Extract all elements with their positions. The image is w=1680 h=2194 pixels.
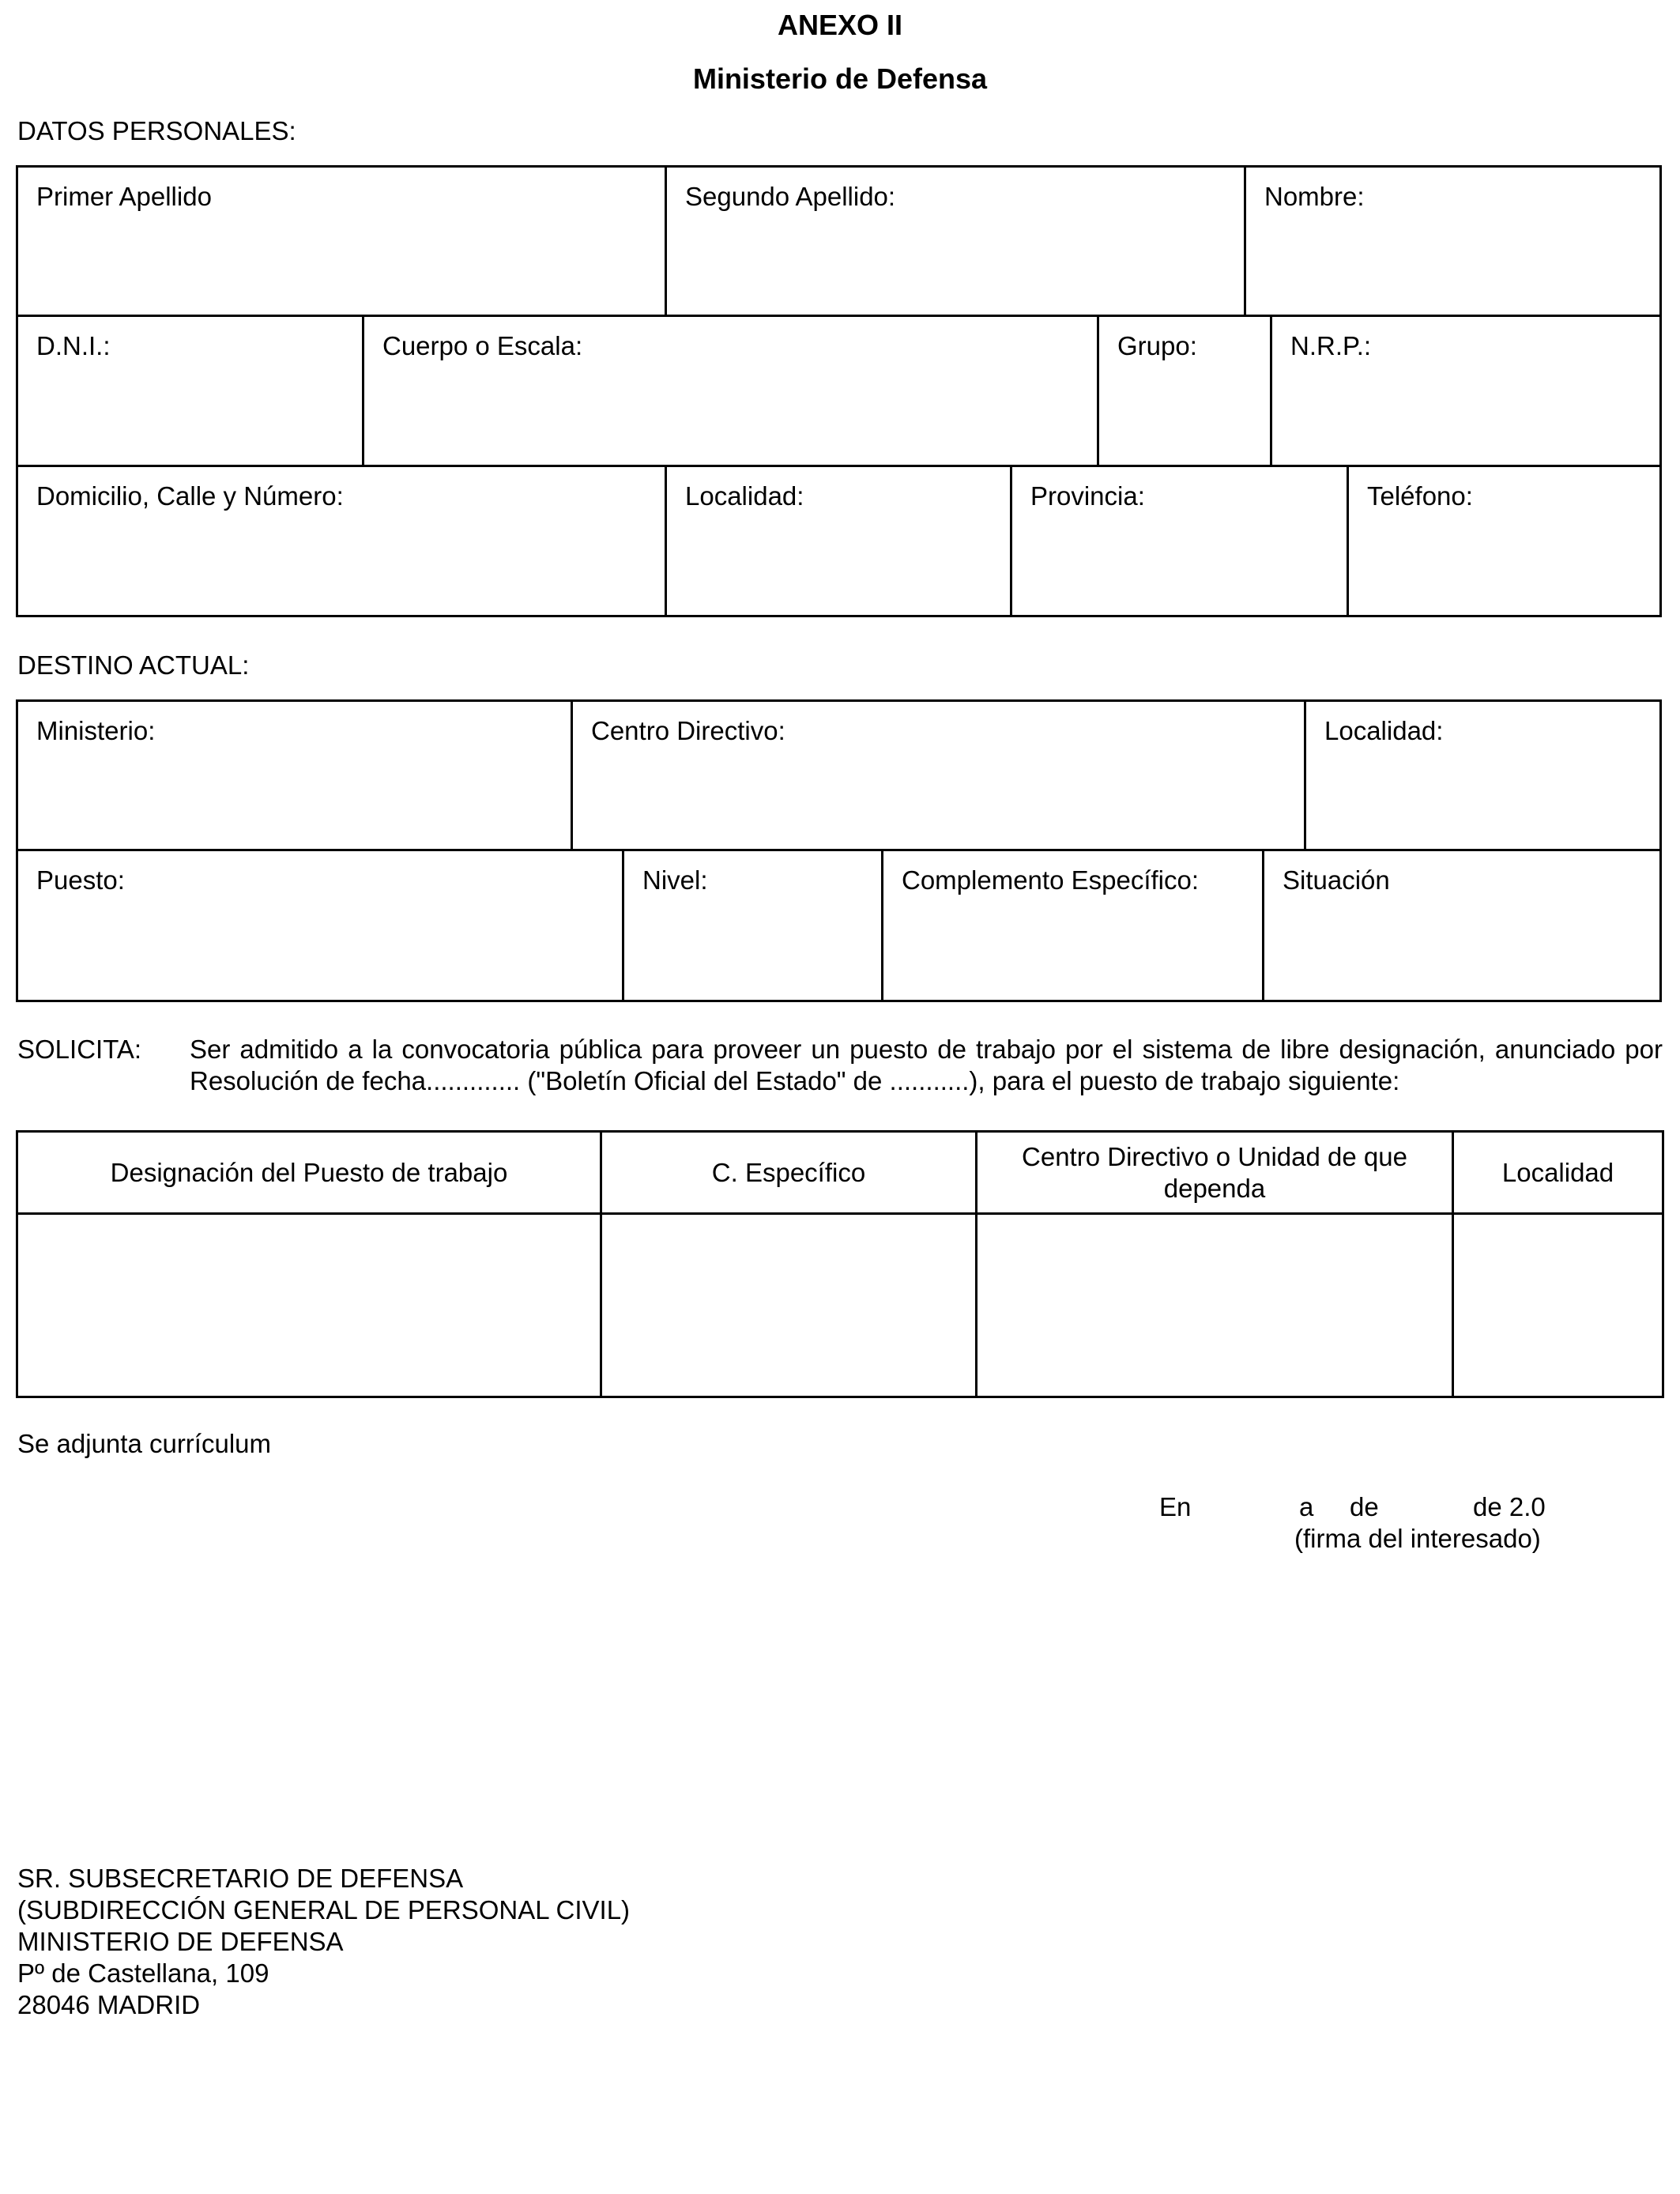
signature-caption: (firma del interesado) [1294, 1524, 1541, 1553]
personal-data-heading: DATOS PERSONALES: [17, 116, 296, 145]
phone-label: Teléfono: [1367, 481, 1473, 511]
request-text-line2: Resolución de fecha............. ("Boletín Oficial del Estado" de ...........), para el puesto de trabajo siguiente: [190, 1066, 1400, 1095]
complement-label: Complemento Específico: [902, 865, 1200, 895]
signature-de: de [1350, 1492, 1379, 1521]
locality-label: Localidad: [685, 481, 804, 511]
phone-field[interactable] [1347, 465, 1662, 617]
recipient-line4: Pº de Castellana, 109 [17, 1958, 269, 1988]
requested-post-table [16, 1130, 1664, 1398]
second-surname-label: Segundo Apellido: [685, 182, 896, 211]
column-header-directorate: Centro Directivo o Unidad de que dependa [977, 1132, 1453, 1214]
body-scale-field[interactable] [362, 315, 1099, 467]
recipient-line2: (SUBDIRECCIÓN GENERAL DE PERSONAL CIVIL) [17, 1895, 631, 1924]
province-field[interactable] [1010, 465, 1349, 617]
address-field[interactable] [16, 465, 667, 617]
signature-en: En [1159, 1492, 1192, 1521]
address-label: Domicilio, Calle y Número: [36, 481, 344, 511]
attachment-note: Se adjunta currículum [17, 1429, 271, 1458]
recipient-line1: SR. SUBSECRETARIO DE DEFENSA [17, 1864, 464, 1893]
situation-field[interactable] [1262, 849, 1662, 1002]
nrp-label: N.R.P.: [1290, 331, 1372, 360]
post-label: Puesto: [36, 865, 125, 895]
situation-label: Situación [1283, 865, 1390, 895]
ministry-title: Ministerio de Defensa [692, 62, 988, 95]
locality-field[interactable] [665, 465, 1012, 617]
current-locality-field[interactable] [1304, 699, 1662, 851]
group-label: Grupo: [1117, 331, 1197, 360]
table-row [17, 1214, 1663, 1397]
recipient-address [17, 1863, 630, 2021]
cell-specific[interactable] [601, 1214, 977, 1397]
nrp-field[interactable] [1270, 315, 1662, 467]
province-label: Provincia: [1030, 481, 1145, 511]
signature-a: a [1299, 1492, 1314, 1521]
current-ministry-field[interactable] [16, 699, 573, 851]
cell-directorate[interactable] [977, 1214, 1453, 1397]
complement-field[interactable] [881, 849, 1264, 1002]
second-surname-field[interactable] [665, 165, 1246, 317]
cell-locality[interactable] [1453, 1214, 1663, 1397]
post-field[interactable] [16, 849, 624, 1002]
current-ministry-label: Ministerio: [36, 716, 156, 745]
current-locality-label: Localidad: [1324, 716, 1444, 745]
group-field[interactable] [1097, 315, 1272, 467]
annex-title: ANEXO II [777, 9, 903, 41]
name-field[interactable] [1244, 165, 1662, 317]
request-text [190, 1034, 1663, 1097]
column-header-post: Designación del Puesto de trabajo [17, 1132, 601, 1214]
signature-year: de 2.0 [1473, 1492, 1546, 1521]
table-header-row [17, 1132, 1663, 1214]
current-post-heading: DESTINO ACTUAL: [17, 650, 250, 680]
level-label: Nivel: [642, 865, 708, 895]
recipient-line5: 28046 MADRID [17, 1990, 201, 2019]
first-surname-label: Primer Apellido [36, 182, 212, 211]
column-header-specific: C. Específico [601, 1132, 977, 1214]
cell-post[interactable] [17, 1214, 601, 1397]
directorate-label: Centro Directivo: [591, 716, 785, 745]
request-text-line1: Ser admitido a la convocatoria pública para proveer un puesto de trabajo por el sistema de libre designación, anunciado por [190, 1035, 1663, 1064]
body-scale-label: Cuerpo o Escala: [382, 331, 583, 360]
directorate-field[interactable] [571, 699, 1306, 851]
dni-field[interactable] [16, 315, 364, 467]
request-label: SOLICITA: [17, 1035, 142, 1064]
dni-label: D.N.I.: [36, 331, 111, 360]
column-header-locality: Localidad [1453, 1132, 1663, 1214]
name-label: Nombre: [1264, 182, 1365, 211]
level-field[interactable] [622, 849, 883, 1002]
first-surname-field[interactable] [16, 165, 667, 317]
recipient-line3: MINISTERIO DE DEFENSA [17, 1927, 344, 1956]
